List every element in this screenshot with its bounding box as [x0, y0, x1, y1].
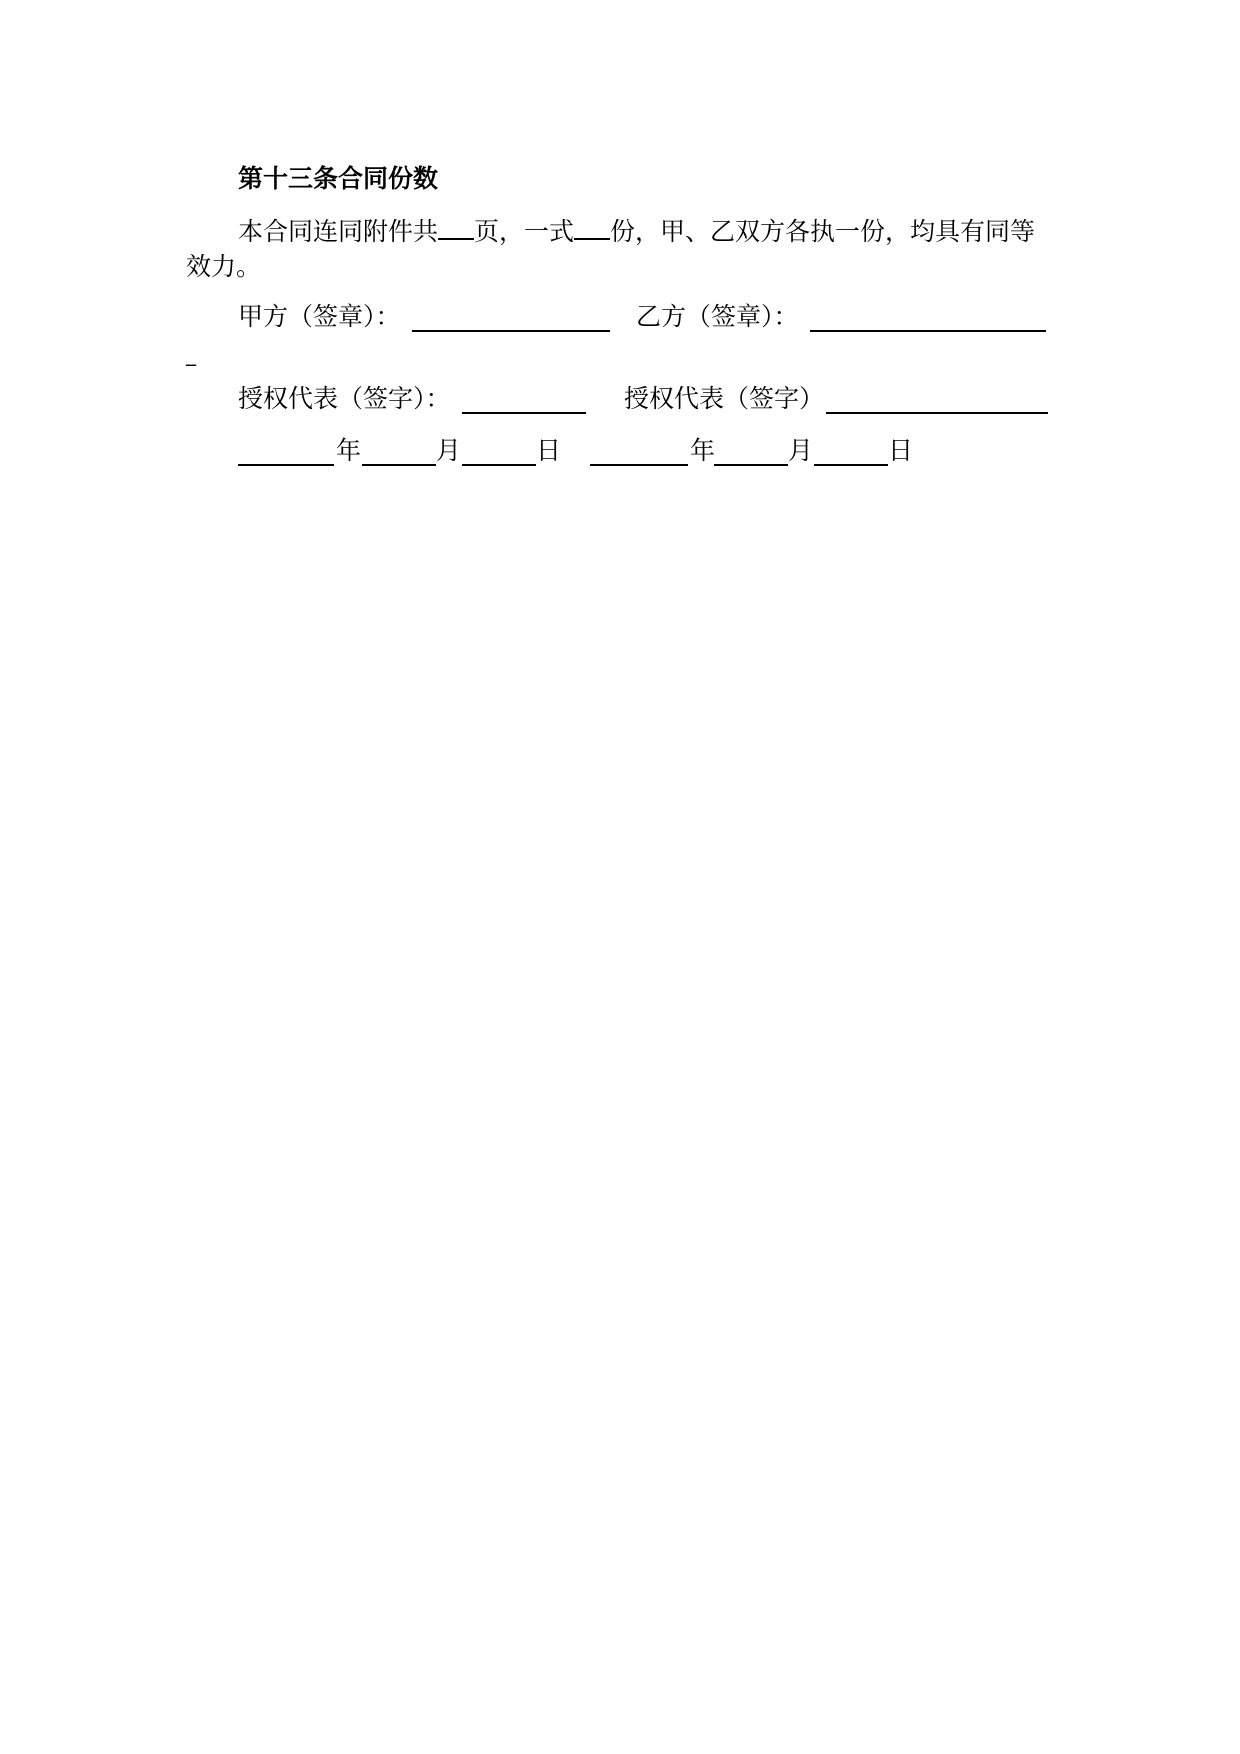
party-b-label: 乙方（签章）： [636, 302, 799, 331]
rep-b-signature-blank [826, 412, 1048, 414]
date-b-month-blank [714, 464, 788, 466]
pages-blank [438, 214, 474, 240]
article-paragraph [238, 214, 1035, 249]
article-heading: 第十三条合同份数 [238, 164, 439, 193]
rep-a-label: 授权代表（签字）： [238, 384, 451, 413]
paragraph-text-4: 效力。 [186, 252, 262, 281]
rep-a-signature-blank [462, 412, 586, 414]
rep-b-label: 授权代表（签字） [624, 384, 825, 413]
date-b-day-blank [814, 464, 888, 466]
date-b-day-label: 日 [888, 436, 914, 465]
party-a-signature-blank [412, 330, 610, 332]
paragraph-text-3: 份，甲、乙双方各执一份，均具有同等 [610, 217, 1036, 246]
paragraph-text-2: 页，一式 [474, 217, 575, 246]
date-a-year-blank [238, 464, 334, 466]
party-a-label: 甲方（签章）： [238, 302, 401, 331]
date-a-day-blank [462, 464, 536, 466]
paragraph-text-1: 本合同连同附件共 [238, 217, 439, 246]
date-a-month-blank [362, 464, 436, 466]
date-a-year-label: 年 [336, 436, 362, 465]
stray-underscore: _ [186, 342, 196, 366]
date-a-day-label: 日 [536, 436, 562, 465]
date-b-year-label: 年 [690, 436, 716, 465]
copies-blank [574, 214, 610, 240]
date-b-month-label: 月 [788, 436, 814, 465]
date-a-month-label: 月 [436, 436, 462, 465]
date-b-year-blank [590, 464, 688, 466]
party-b-signature-blank [810, 330, 1046, 332]
